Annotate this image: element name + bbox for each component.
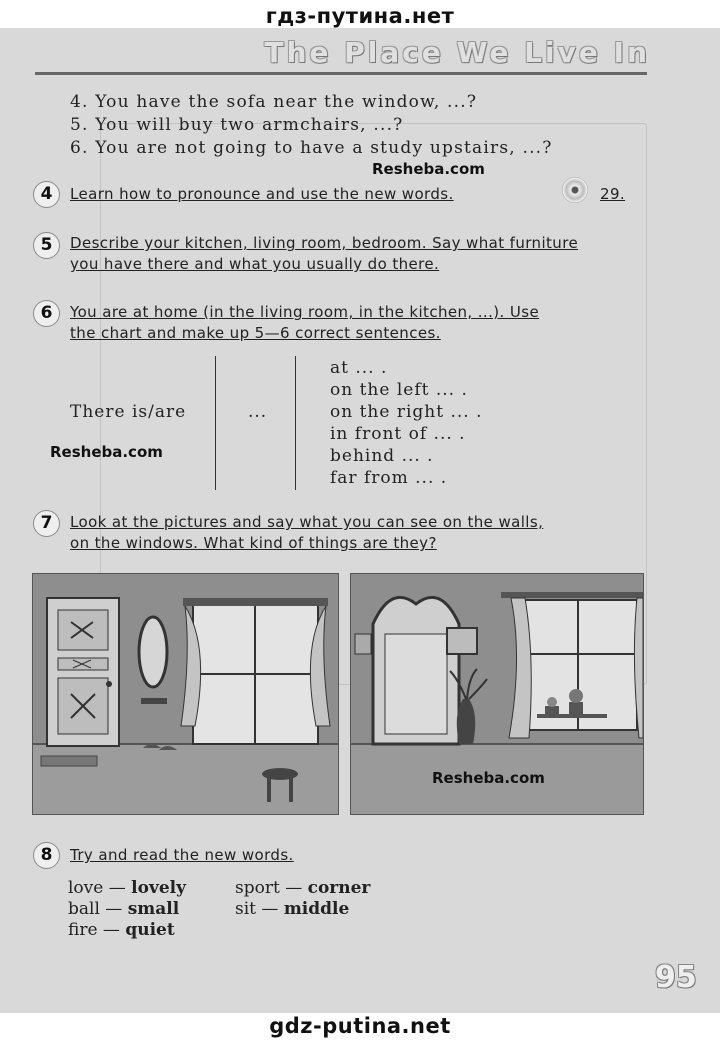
chart-preposition: behind ... .	[330, 446, 434, 466]
page-number: 95	[655, 960, 697, 995]
exercise-4-instruction: Learn how to pronounce and use the new words.	[70, 185, 454, 203]
exercise-8-text	[70, 845, 294, 866]
chart-preposition: on the right ... .	[330, 402, 483, 422]
resheba-watermark: Resheba.com	[432, 769, 545, 787]
vocab-pair	[235, 899, 349, 919]
vocab-base-word: love —	[68, 878, 132, 898]
chart-divider	[295, 356, 296, 490]
page-header-title: The Place We Live In	[264, 36, 650, 69]
exercise-number-badge: 5	[33, 232, 60, 259]
room-illustration-left	[33, 574, 338, 814]
chart-preposition: at ... .	[330, 358, 388, 378]
exercise-7-line-1: Look at the pictures and say what you can see on the walls,	[70, 513, 544, 531]
exercise-4-page-ref	[600, 184, 625, 205]
exercise-6-line-2: the chart and make up 5—6 correct sentences.	[70, 324, 441, 342]
header-rule	[35, 72, 647, 75]
resheba-watermark: Resheba.com	[50, 443, 163, 461]
exercise-7-line-2: on the windows. What kind of things are they?	[70, 534, 437, 552]
exercise-4-text	[70, 184, 454, 205]
resheba-watermark: Resheba.com	[372, 160, 485, 178]
chart-preposition: on the left ... .	[330, 380, 468, 400]
question-line: 4. You have the sofa near the window, ...?	[70, 92, 478, 112]
vocab-base-word: fire —	[68, 920, 126, 940]
cd-icon	[562, 177, 588, 203]
exercise-6-text	[70, 302, 539, 344]
watermark-bottom: gdz-putina.net	[269, 1014, 451, 1038]
question-line: 5. You will buy two armchairs, ...?	[70, 115, 404, 135]
vocab-new-word: lovely	[131, 878, 186, 898]
exercise-number-badge: 8	[33, 842, 60, 869]
vocab-pair	[68, 899, 179, 919]
exercise-5-line-1: Describe your kitchen, living room, bedroom. Say what furniture	[70, 234, 579, 252]
chart-divider	[215, 356, 216, 490]
vocab-pair	[235, 878, 370, 898]
question-line: 6. You are not going to have a study upstairs, ...?	[70, 138, 553, 158]
chart-preposition: far from ... .	[330, 468, 448, 488]
exercise-5-text	[70, 233, 578, 275]
vocab-new-word: small	[127, 899, 180, 919]
chart-subject: There is/are	[70, 402, 187, 422]
vocab-base-word: sit —	[235, 899, 284, 919]
exercise-7-text	[70, 512, 543, 554]
watermark-top: гдз-путина.нет	[265, 4, 455, 28]
room-picture-left	[32, 573, 339, 815]
exercise-6-line-1: You are at home (in the living room, in the kitchen, ...). Use	[70, 303, 540, 321]
oval-mirror	[139, 617, 167, 687]
vocab-base-word: ball —	[68, 899, 128, 919]
vocab-base-word: sport —	[235, 878, 308, 898]
vocab-new-word: corner	[307, 878, 371, 898]
vocab-new-word: middle	[283, 899, 350, 919]
exercise-5-line-2: you have there and what you usually do there.	[70, 255, 440, 273]
vocab-pair	[68, 920, 175, 940]
vocab-pair	[68, 878, 186, 898]
vocab-new-word: quiet	[125, 920, 175, 940]
exercise-number-badge: 6	[33, 300, 60, 327]
exercise-number-badge: 4	[33, 181, 60, 208]
wall-picture	[447, 628, 477, 654]
chart-middle: ...	[248, 402, 268, 422]
chart-preposition: in front of ... .	[330, 424, 466, 444]
exercise-8-instruction: Try and read the new words.	[70, 846, 294, 864]
exercise-number-badge: 7	[33, 510, 60, 537]
exercise-4-page: 29.	[600, 185, 626, 203]
